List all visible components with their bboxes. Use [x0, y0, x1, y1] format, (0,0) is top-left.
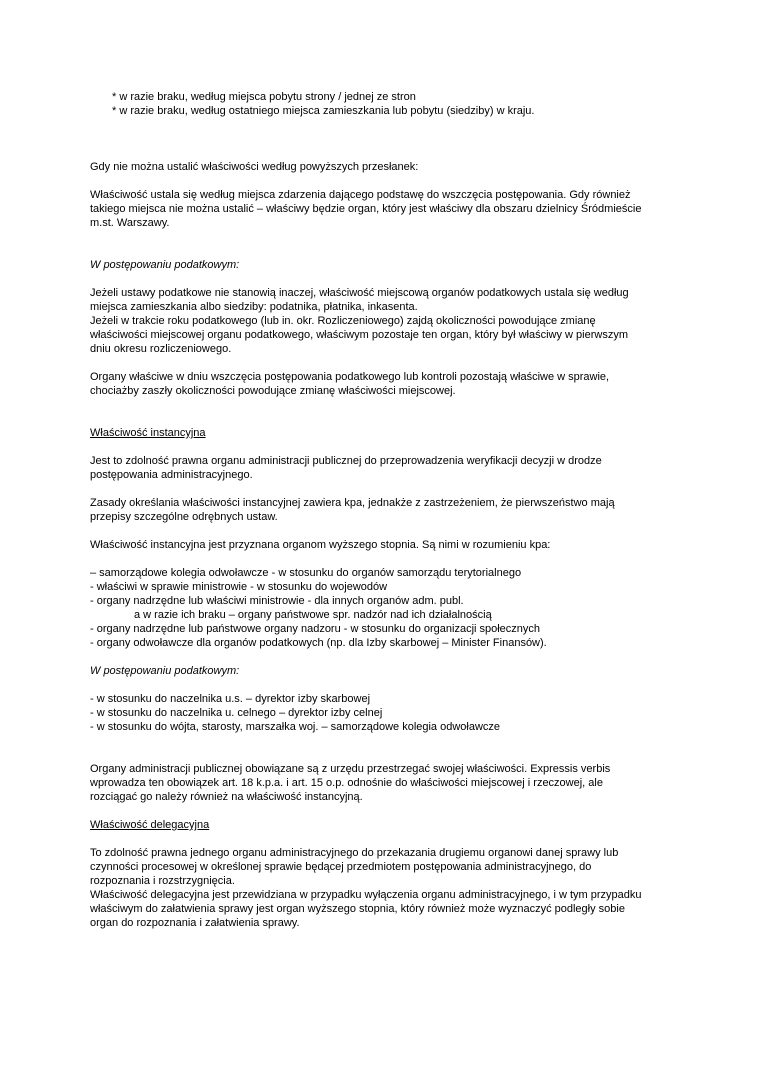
list-item-continuation: a w razie ich braku – organy państwowe spr. nadzór nad ich działalnością — [134, 609, 492, 621]
list-organy-kpa — [90, 566, 673, 650]
paragraph-srodmiescie: Właściwość ustala się według miejsca zdarzenia dającego podstawę do wszczęcia postępowania. Gdy również takiego miejsca nie można ustalić – właściwy będzie organ, który jest właściwy dla obszaru dzielnicy Śródmieście m.st. Warszawy. — [90, 189, 642, 229]
paragraph-przyznana: Właściwość instancyjna jest przyznana organom wyższego stopnia. Są nimi w rozumieniu kpa: — [90, 539, 551, 551]
list-item: - w stosunku do naczelnika u.s. – dyrektor izby skarbowej — [90, 693, 371, 705]
paragraph-instancyjna-definicja: Jest to zdolność prawna organu administracji publicznej do przeprowadzenia weryfikacji decyzji w drodze postępowania administracyjnego. — [90, 455, 602, 481]
list-item: - organy odwoławcze dla organów podatkowych (np. dla Izby skarbowej – Minister Finansów). — [90, 637, 547, 649]
intro-line: Gdy nie można ustalić właściwości według powyższych przesłanek: — [90, 161, 419, 173]
paragraph-podatkowe: Jeżeli ustawy podatkowe nie stanowią inaczej, właściwość miejscową organów podatkowych ustala się według miejsca zamieszkania albo siedziby: podatnika, płatnika, inkasenta. Jeżeli w trakcie roku podatkowego (lub in. okr. Rozliczeniowego) zajdą okoliczności powodujące zmianę właściwości miejscowej organu podatkowego, właściwym pozostaje ten organ, który był właściwy w pierwszym dniu okresu rozliczeniowego. — [90, 287, 629, 355]
heading-wlasciwosc-instancyjna: Właściwość instancyjna — [90, 427, 206, 439]
list-item: – samorządowe kolegia odwoławcze - w stosunku do organów samorządu terytorialnego — [90, 567, 522, 579]
heading-postepowanie-podatkowe-2: W postępowaniu podatkowym: — [90, 665, 240, 677]
heading-postepowanie-podatkowe: W postępowaniu podatkowym: — [90, 259, 240, 271]
document-content — [90, 90, 673, 930]
list-item: - w stosunku do wójta, starosty, marszałka woj. – samorządowe kolegia odwoławcze — [90, 721, 501, 733]
paragraph-zasady: Zasady określania właściwości instancyjnej zawiera kpa, jednakże z zastrzeżeniem, że pierwszeństwo mają przepisy szczególne odrębnych ustaw. — [90, 497, 615, 523]
list-podatkowe — [90, 692, 673, 734]
heading-wlasciwosc-delegacyjna: Właściwość delegacyjna — [90, 819, 210, 831]
list-item: * w razie braku, według miejsca pobytu strony / jednej ze stron — [112, 91, 416, 103]
list-item: - w stosunku do naczelnika u. celnego – dyrektor izby celnej — [90, 707, 383, 719]
list-item: - organy nadrzędne lub państwowe organy nadzoru - w stosunku do organizacji społecznych — [90, 623, 541, 635]
paragraph-delegacyjna: To zdolność prawna jednego organu administracyjnego do przekazania drugiemu organowi danej sprawy lub czynności procesowej w określonej sprawie będącej przedmiotem postępowania administracyjnego, do rozpoznania i rozstrzygnięcia. Właściwość delegacyjna jest przewidziana w przypadku wyłączenia organu administracyjnego, i w tym przypadku właściwym do załatwienia sprawy jest organ wyższego stopnia, który również może wyznaczyć podległy sobie organ do rozpoznania i załatwienia sprawy. — [90, 847, 642, 929]
list-item: * w razie braku, według ostatniego miejsca zamieszkania lub pobytu (siedziby) w kraju. — [112, 105, 535, 117]
list-item: - organy nadrzędne lub właściwi ministrowie - dla innych organów adm. publ. — [90, 595, 464, 607]
list-item: - właściwi w sprawie ministrowie - w stosunku do wojewodów — [90, 581, 388, 593]
top-bullet-list — [90, 90, 673, 118]
paragraph-obowiazane: Organy administracji publicznej obowiązane są z urzędu przestrzegać swojej właściwości. Expressis verbis wprowadza ten obowiązek art. 18 k.p.a. i art. 15 o.p. odnośnie do właściwości miejscowej i rzeczowej, ale rozciągać go należy również na właściwość instancyjną. — [90, 763, 611, 803]
paragraph-organy-wlasciwe: Organy właściwe w dniu wszczęcia postępowania podatkowego lub kontroli pozostają właściwe w sprawie, chociażby zaszły okoliczności powodujące zmianę właściwości miejscowej. — [90, 371, 610, 397]
